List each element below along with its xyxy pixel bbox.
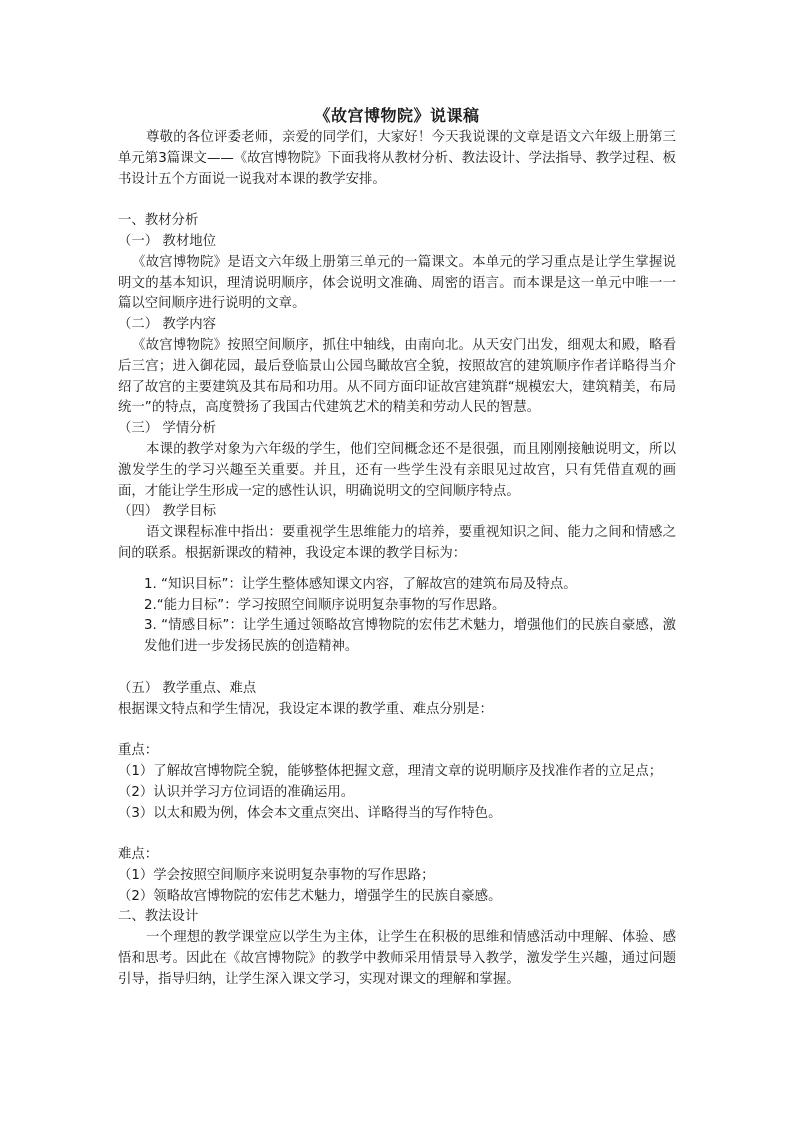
- list-item: （1）学会按照空间顺序来说明复杂事物的写作思路；: [118, 867, 435, 883]
- paragraph: 根据课文特点和学生情况，我设定本课的教学重、难点分别是：: [118, 701, 493, 717]
- list-item: （1）了解故宫博物院全貌，能够整体把握文意，理清文章的说明顺序及找准作者的立足点；: [118, 763, 663, 779]
- list-item: 2.“能力目标”：学习按照空间顺序说明复杂事物的写作思路。: [144, 597, 506, 613]
- intro-paragraph: 尊敬的各位评委老师，亲爱的同学们，大家好！今天我说课的文章是语文六年级上册第三单元第3篇课文——《故宫博物院》下面我将从教材分析、教法设计、学法指导、教学过程、板书设计五个方面说一说我对本课的教学安排。: [118, 130, 676, 187]
- page-title: 《故宫博物院》说课稿: [314, 106, 480, 125]
- list-item: 3. “情感目标”：让学生通过领略故宫博物院的宏伟艺术魅力，增强他们的民族自豪感，激发他们进一步发扬民族的创造精神。: [144, 618, 676, 655]
- list-item: （2）认识并学习方位词语的准确运用。: [118, 784, 355, 800]
- subsection-heading: （一） 教材地位: [118, 233, 216, 249]
- list-item: （3）以太和殿为例，体会本文重点突出、详略得当的写作特色。: [118, 805, 502, 821]
- paragraph: 语文课程标准中指出：要重视学生思维能力的培养，要重视知识之间、能力之间和情感之间的联系。根据新课改的精神，我设定本课的教学目标为：: [118, 525, 676, 561]
- paragraph: 一个理想的教学课堂应以学生为主体，让学生在积极的思维和情感活动中理解、体验、感悟和思考。因此在《故宫博物院》的教学中教师采用情景导入教学，激发学生兴趣，通过问题引导，指导归纳，让学生深入课文学习，实现对课文的理解和掌握。: [118, 930, 676, 987]
- paragraph: 《故宫博物院》按照空间顺序，抓住中轴线，由南向北。从天安门出发，细观太和殿，略看后三宫；进入御花园，最后登临景山公园鸟瞰故宫全貌，按照故宫的建筑顺序作者详略得当介绍了故宫的主要建筑及其布局和功用。从不同方面印证故宫建筑群“规模宏大，建筑精美，布局统一”的特点，高度赞扬了我国古代建筑艺术的精美和劳动人民的智慧。: [118, 337, 676, 416]
- difficult-points-heading: 难点：: [118, 847, 159, 863]
- paragraph: 本课的教学对象为六年级的学生，他们空间概念还不是很强，而且刚刚接触说明文，所以激发学生的学习兴趣至关重要。并且，还有一些学生没有亲眼见过故宫，只有凭借直观的画面，才能让学生形成一定的感性认识，明确说明文的空间顺序特点。: [118, 441, 676, 499]
- subsection-heading: （四） 教学目标: [118, 504, 216, 520]
- subsection-heading: （三） 学情分析: [118, 421, 216, 437]
- list-item: （2）领略故宫博物院的宏伟艺术魅力，增强学生的民族自豪感。: [118, 888, 502, 904]
- subsection-heading: （五） 教学重点、难点: [118, 680, 257, 696]
- document-body: [118, 128, 676, 991]
- section-heading: 一、教材分析: [118, 213, 199, 229]
- section-heading: 二、教法设计: [118, 909, 199, 925]
- key-points-heading: 重点：: [118, 743, 159, 759]
- subsection-heading: （二） 教学内容: [118, 317, 216, 333]
- paragraph: 《故宫博物院》是语文六年级上册第三单元的一篇课文。本单元的学习重点是让学生掌握说明文的基本知识，理清说明顺序，体会说明文准确、周密的语言。而本课是这一单元中唯一一篇以空间顺序进行说明的文章。: [118, 254, 676, 312]
- list-item: 1. “知识目标”：让学生整体感知课文内容，了解故宫的建筑布局及特点。: [144, 576, 577, 592]
